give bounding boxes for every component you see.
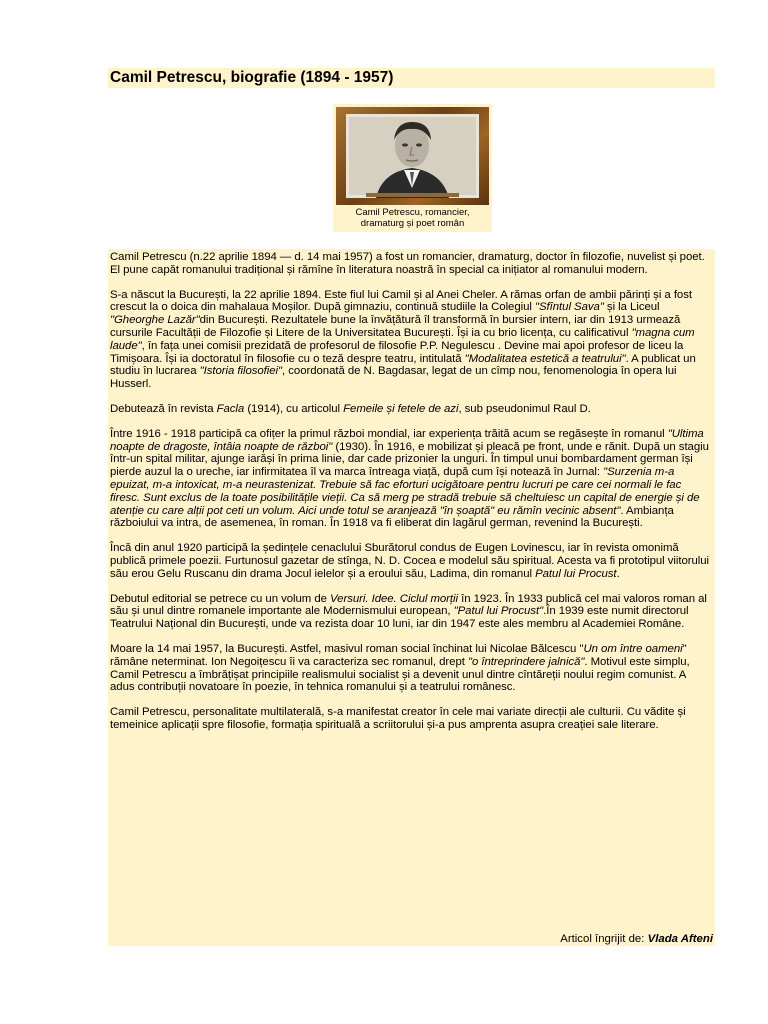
paragraph-war: Între 1916 - 1918 participă ca ofițer la primul război mondial, iar experiența trăită acum se regăsește în romanul "Ultima noapte de dragoste, întâia noapte de război" (1930). În 1916, e mobilizat și pleacă pe front, unde e rănit. După un stagiu într-un spital militar, ajunge iarăși în prima linie, dar cade prizonier la unguri. În timpul unui bombardament german își pierde auzul la o ureche, iar infirmitatea îl va marca întreaga viață, după cum își notează în Jurnal: "Surzenia m-a epuizat, m-a intoxicat, m-a neurastenizat. Trebuie să fac eforturi ucigătoare pentru lucruri pe care cei normali le fac firesc. Sunt exclus de la toate posibilitățile vieții. Ca să merg pe stradă trebuie să cheltuiesc un capital de energie și de atenție cu care alții pot ceti un volum. Aici unde totul se aranjează "în șoaptă" eu rămîn vecinic absent". Ambianța războiului va intra, de asemenea, în roman. În 1918 va fi eliberat din lagărul german, revenind la București.: [110, 427, 709, 530]
credit-author: Vlada Afteni: [647, 933, 713, 945]
portrait-frame: [336, 107, 489, 205]
paragraph-debut: Debutează în revista Facla (1914), cu articolul Femeile și fetele de azi, sub pseudonimul Raul D.: [110, 402, 591, 415]
article-body: [110, 251, 710, 744]
portrait-figure: [333, 104, 492, 232]
paragraph-death: Moare la 14 mai 1957, la București. Astfel, masivul roman social închinat lui Nicolae Bălcescu "Un om între oameni" rămâne neterminat. Ion Negoițescu îi va caracteriza sec romanul, drept "o întreprindere jalnică". Motivul este simplu, Camil Petrescu a îmbrățișat principiile realismului socialist și a devenit unul dintre cîntăreții noului regim comunist. A adus contribuții novatoare în poezie, în tehnica romanului și a teatrului românesc.: [110, 642, 690, 694]
portrait-photo: [346, 114, 479, 198]
paragraph-intro: Camil Petrescu (n.22 aprilie 1894 — d. 14 mai 1957) a fost un romancier, dramaturg, doctor în filozofie, nuvelist și poet. El pune capăt romanului tradițional și rămîne în literatura noastră în special ca inițiator al romanului modern.: [110, 251, 705, 276]
paragraph-childhood: S-a născut la București, la 22 aprilie 1894. Este fiul lui Camil și al Anei Cheler. A rămas orfan de ambii părinți și a fost crescut la o doica din mahalaua Moșilor. După gimnaziu, continuă studiile la Colegiul "Sfîntul Sava" și la Liceul "Gheorghe Lazăr"din București. Rezultatele bune la învățătură îl transformă în bursier intern, iar din 1913 urmează cursurile Facultății de Filozofie și Litere de la Universitatea București. Își ia cu brio licența, cu calificativul "magna cum laude", în fața unei comisii prezidată de profesorul de filosofie P.P. Negulescu . Devine mai apoi profesor de liceu la Timișoara. Își ia doctoratul în filosofie cu o teză despre teatru, intitulată "Modalitatea estetică a teatrului". A publicat un studiu în lucrarea "Istoria filosofiei", coordonată de N. Bagdasar, legat de un cîmp nou, fenomenologia în opera lui Husserl.: [110, 288, 696, 391]
page-title: Camil Petrescu, biografie (1894 - 1957): [110, 69, 394, 86]
paragraph-editorial-debut: Debutul editorial se petrece cu un volum de Versuri. Idee. Ciclul morții în 1923. În 1933 publică cel mai valoros roman al său și unul dintre romanele importante ale Modernismului european, "Patul lui Procust".În 1939 este numit directorul Teatrului Național din București, unde va rezista doar 10 luni, iar din 1947 este ales membru al Academiei Române.: [110, 592, 707, 631]
credit-label: Articol îngrijit de:: [560, 933, 645, 945]
paragraph-legacy: Camil Petrescu, personalitate multilaterală, s-a manifestat creator în cele mai variate direcții ale culturii. Cu vădite și temeinice aplicații spre filosofie, formația spirituală a scriitorului și-a pus amprenta asupra creației sale literare.: [110, 706, 686, 731]
paragraph-sburatorul: Încă din anul 1920 participă la ședințele cenaclului Sburătorul condus de Eugen Lovinescu, iar în revista omonimă publică primele poezii. Furtunosul gazetar de stînga, N. D. Cocea e modelul său spiritual. Acesta va fi prototipul viitorului său erou Gelu Ruscanu din drama Jocul ielelor și a eroului său, Ladima, din romanul Patul lui Procust.: [110, 542, 710, 580]
title-bar: [108, 68, 715, 88]
portrait-caption: Camil Petrescu, romancier, dramaturg și poet român: [355, 207, 470, 229]
article-credit: [560, 933, 713, 946]
